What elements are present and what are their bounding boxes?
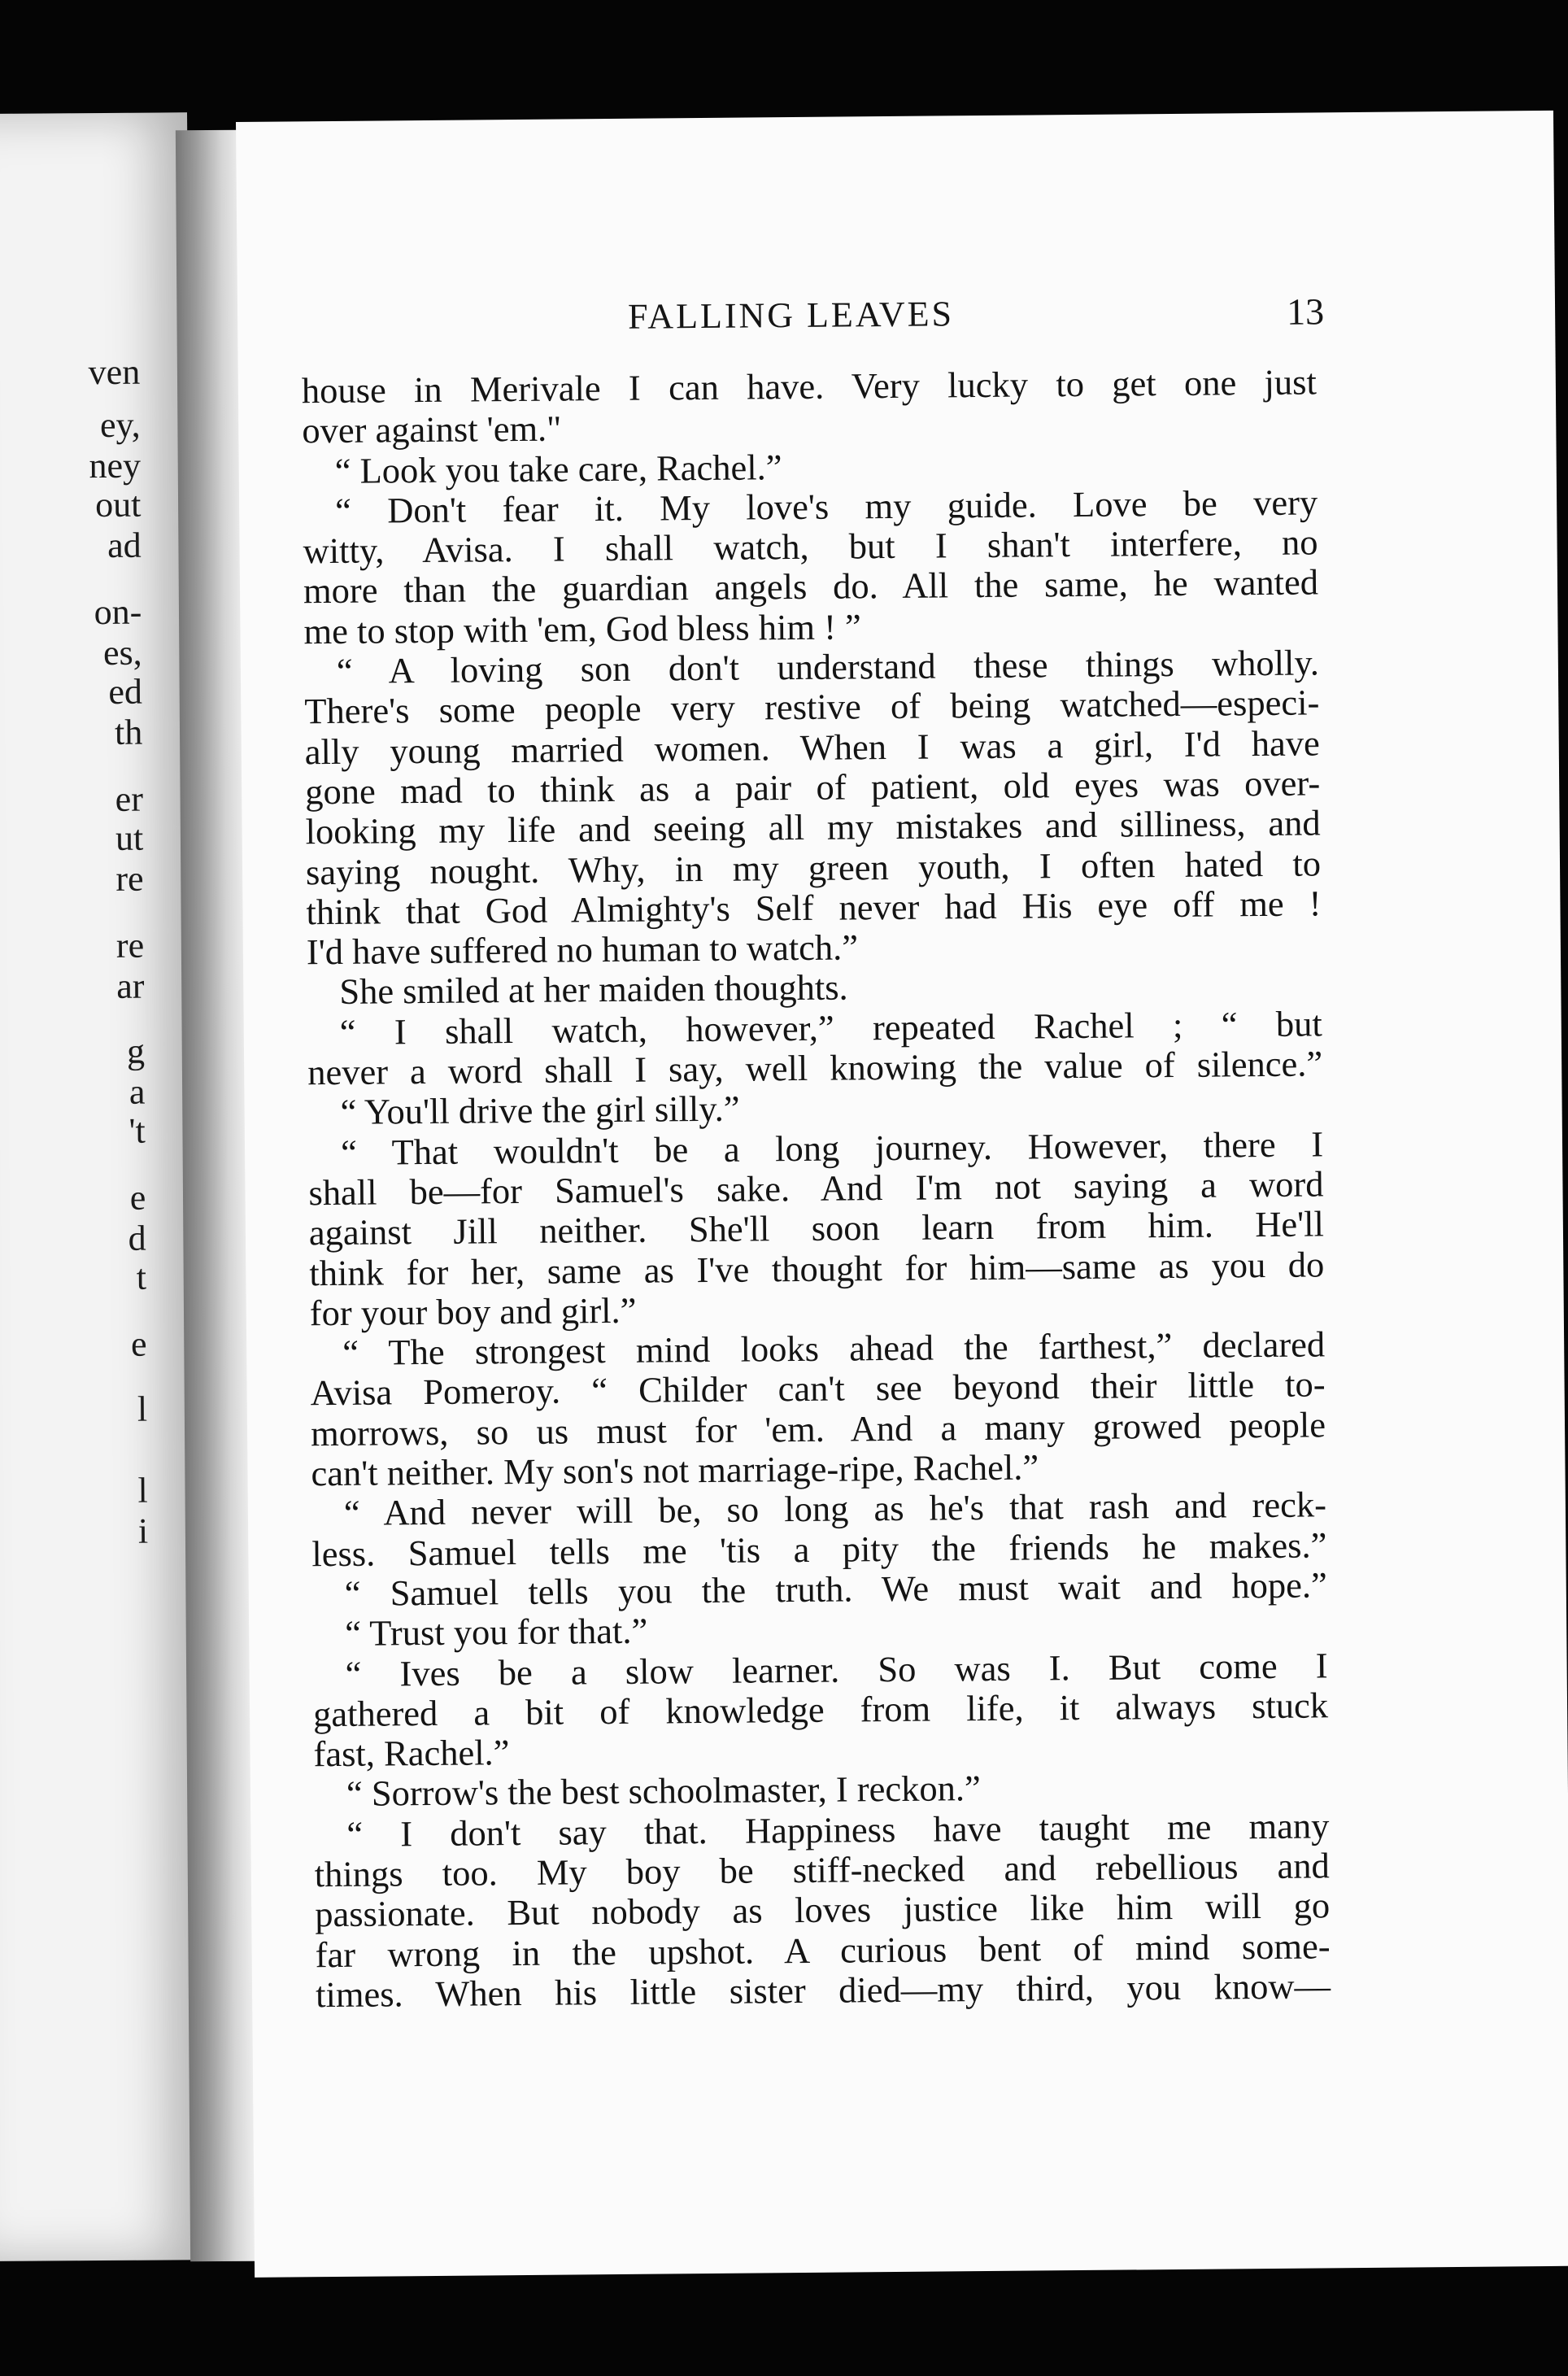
left-page-fragment: g — [126, 1031, 146, 1071]
text-line: “ Sorrow's the best schoolmaster, I reckon.” — [346, 1768, 981, 1815]
left-page-fragment: ar — [116, 966, 145, 1006]
left-page-fragment: ad — [107, 525, 142, 565]
right-page — [236, 111, 1568, 2278]
text-line: “ I don't say that. Happiness have taught me many — [346, 1805, 1330, 1855]
text-line: gathered a bit of knowledge from life, it always stuck — [312, 1685, 1329, 1735]
text-line: far wrong in the upshot. A curious bent of mind some- — [315, 1925, 1331, 1975]
text-line: “ Trust you for that.” — [345, 1610, 648, 1654]
text-line: things too. My boy be stiff-necked and rebellious and — [314, 1845, 1330, 1895]
text-line: “ Look you take care, Rachel.” — [334, 446, 782, 491]
text-line: ally young married women. When I was a girl, I'd have — [304, 722, 1320, 772]
text-line: “ I shall watch, however,” repeated Rachel ; “ but — [339, 1003, 1322, 1053]
left-page-fragment: e — [129, 1177, 146, 1218]
text-line: more than the guardian angels do. All the same, he wanted — [303, 561, 1319, 612]
text-line: less. Samuel tells me 'tis a pity the friends he makes.” — [311, 1524, 1327, 1574]
left-page-fragment: out — [94, 484, 142, 525]
left-page-fragment: e — [130, 1323, 147, 1364]
left-page-fragment: ey, — [99, 404, 141, 446]
left-page-fragment: er — [115, 778, 144, 819]
left-page-fragment: re — [115, 925, 145, 966]
left-page-fragment: t — [136, 1257, 147, 1297]
text-line: fast, Rachel.” — [313, 1732, 510, 1775]
text-line: over against 'em." — [302, 408, 562, 451]
left-page-fragment: ven — [88, 351, 141, 393]
text-line: “ Don't fear it. My love's my guide. Love be very — [334, 482, 1318, 531]
text-line: house in Merivale I can have. Very lucky to get one just — [301, 361, 1318, 412]
text-line: gone mad to think as a pair of patient, old eyes was over- — [304, 762, 1321, 813]
text-line: saying nought. Why, in my green youth, I often hated to — [305, 842, 1322, 892]
text-line: “ And never will be, so long as he's that rash and reck- — [343, 1484, 1327, 1534]
text-line: me to stop with 'em, God bless him ! ” — [303, 606, 862, 652]
left-page-fragment: l — [137, 1470, 148, 1511]
text-line: think for her, same as I've thought for him—same as you do — [309, 1243, 1325, 1293]
text-line: “ Samuel tells you the truth. We must wait and hope.” — [344, 1564, 1327, 1614]
left-page-fragment: d — [128, 1218, 146, 1258]
text-line: can't neither. My son's not marriage-ripe, Rachel.” — [311, 1446, 1039, 1494]
text-line: for your boy and girl.” — [309, 1289, 637, 1334]
left-page-fragment: ed — [108, 671, 143, 712]
left-page-fragment: 't — [128, 1110, 146, 1151]
text-line: “ That wouldn't be a long journey. However, there I — [340, 1123, 1324, 1173]
text-line: think that God Almighty's Self never had His eye off me ! — [306, 883, 1322, 933]
text-line: “ The strongest mind looks ahead the farthest,” declared — [342, 1323, 1326, 1374]
text-line: morrows, so us must for 'em. And a many growed people — [310, 1404, 1326, 1454]
left-page-fragment: ut — [115, 817, 144, 858]
text-line: never a word shall I say, well knowing the value of silence.” — [307, 1043, 1323, 1093]
text-line: “ Ives be a slow learner. So was I. But come I — [345, 1644, 1328, 1694]
running-head — [237, 288, 1555, 348]
text-line: “ A loving son don't understand these things wholly. — [336, 642, 1320, 692]
left-page-fragment: re — [115, 858, 144, 899]
left-page-fragment: es, — [102, 632, 142, 673]
text-line: looking my life and seeing all my mistakes and silliness, and — [305, 802, 1321, 852]
text-line: I'd have suffered no human to watch.” — [306, 926, 859, 973]
text-line: against Jill neither. She'll soon learn from him. He'll — [308, 1203, 1325, 1253]
text-line: passionate. But nobody as loves justice like him will go — [315, 1885, 1331, 1935]
text-line: She smiled at her maiden thoughts. — [339, 966, 848, 1013]
left-page-fragment: l — [137, 1389, 148, 1429]
text-line: There's some people very restive of being watched—especi- — [304, 682, 1320, 732]
text-line: witty, Avisa. I shall watch, but I shan't interfere, no — [303, 521, 1318, 572]
left-page-fragment: i — [137, 1511, 149, 1551]
left-page-fragment: ney — [89, 445, 142, 486]
page-number: 13 — [1286, 290, 1325, 333]
left-page-fragment: on- — [94, 591, 142, 633]
text-line: “ You'll drive the girl silly.” — [340, 1088, 740, 1133]
left-page-fragment: a — [128, 1071, 146, 1112]
text-line: times. When his little sister died—my third, you know— — [315, 1965, 1331, 2016]
text-line: Avisa Pomeroy. “ Childer can't see beyond their little to- — [310, 1363, 1326, 1414]
left-page-fragment: th — [114, 712, 143, 752]
running-title: FALLING LEAVES — [627, 294, 955, 337]
body-text — [302, 362, 1331, 2015]
text-line: shall be—for Samuel's sake. And I'm not saying a word — [308, 1163, 1324, 1214]
left-page — [0, 112, 202, 2261]
